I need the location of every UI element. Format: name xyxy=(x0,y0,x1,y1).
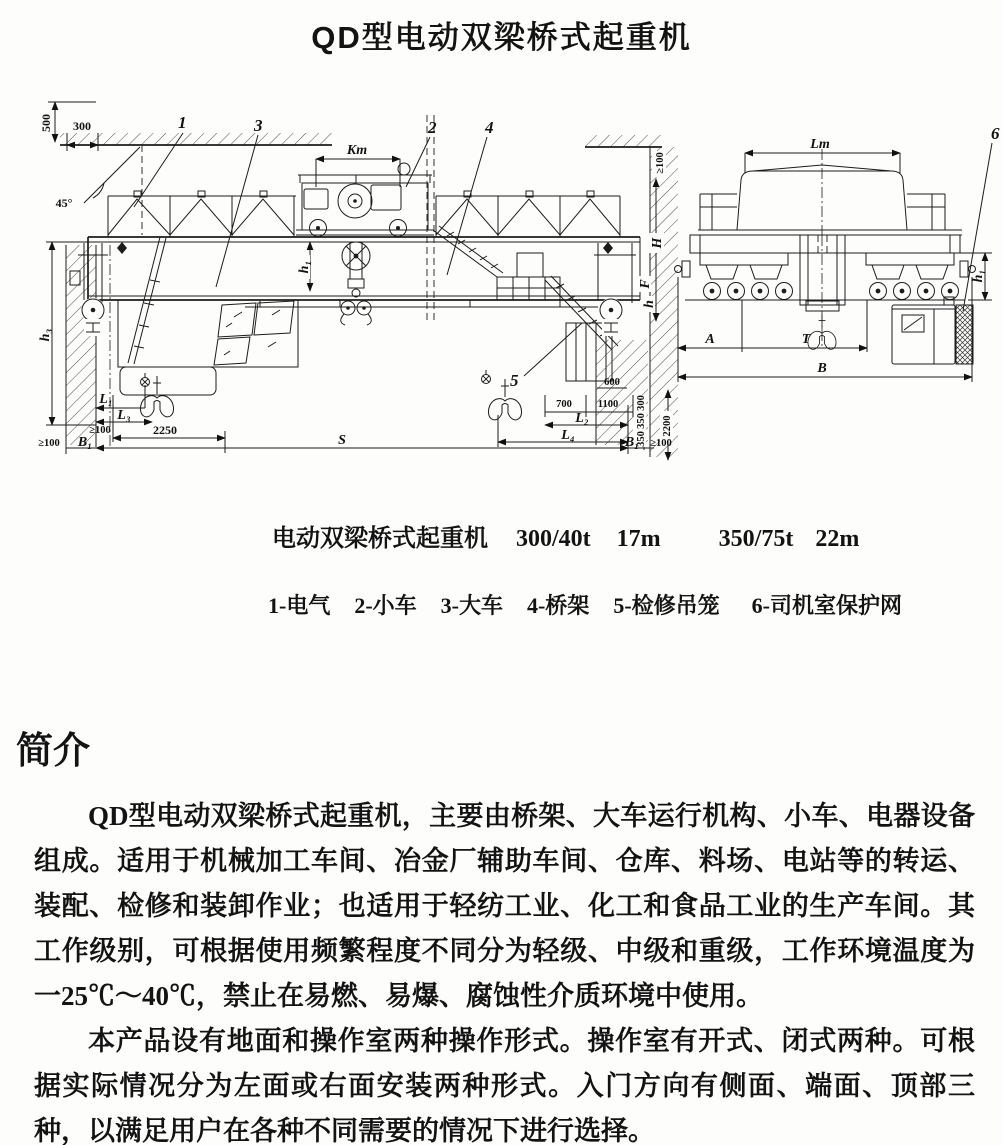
front-view xyxy=(38,102,678,460)
dim-B1-right-label: B₁ xyxy=(624,435,640,450)
dim-L3-label: L₃ xyxy=(117,408,131,423)
end-view-bogies xyxy=(675,253,976,300)
dim-kt-label: Kт xyxy=(346,143,368,158)
part-6-mesh: 6 xyxy=(991,124,1000,143)
dim-500-label: 500 xyxy=(39,114,53,132)
dim-h3-label: h₃ xyxy=(38,328,53,342)
dim-H-label: H xyxy=(650,237,665,249)
caption-product-name: 电动双梁桥式起重机 xyxy=(272,526,488,552)
dim-F-label: F xyxy=(638,279,653,289)
legend-item-cab-mesh: 6-司机室保护网 xyxy=(751,593,902,618)
end-view-cab xyxy=(892,297,955,364)
dim-T-label: T xyxy=(801,332,811,347)
hoist-limit-switch-right xyxy=(482,370,491,384)
dim-h1-front xyxy=(297,242,312,291)
dim-LT-label: Lт xyxy=(810,137,830,152)
dim-h1-label: h₁ xyxy=(297,260,312,274)
dim-LT xyxy=(745,137,900,173)
page-title: QD型电动双梁桥式起重机 xyxy=(311,20,692,55)
operator-cab xyxy=(118,237,298,395)
legend-item-crane-travel: 3-大车 xyxy=(440,593,503,618)
caption-capacity-2: 350/75t xyxy=(718,526,794,552)
intro-paragraph-1: QD型电动双梁桥式起重机，主要由桥架、大车运行机构、小车、电器设备组成。适用于机械加工车间、冶金厂辅助车间、仓库、料场、电站等的转运、装配、检修和装卸作业；也适用于轻纺工业、化工和食品工业的生产车间。其工作级别，可根据使用频繁程度不同分为轻级、中级和重级，工作环境温度为一25℃～40℃，禁止在易燃、易爆、腐蚀性介质环境中使用。 xyxy=(34,801,975,1011)
legend-item-trolley: 2-小车 xyxy=(354,593,417,618)
dim-S-label: S xyxy=(338,433,346,448)
dim-350a-label: 350 xyxy=(636,413,647,429)
dim-B1-left-label: B₁ xyxy=(77,435,93,450)
dim-700-label: 700 xyxy=(556,399,572,410)
dim-45deg-label: 45° xyxy=(55,196,73,210)
dim-300-label: 300 xyxy=(73,119,91,133)
hoist-limit-switch-left xyxy=(141,373,150,387)
cab-protective-mesh xyxy=(956,305,973,364)
end-view-bridge xyxy=(685,194,965,300)
dim-350b-label: 350 xyxy=(636,431,647,447)
part-3-crane-travel: 3 xyxy=(254,116,263,135)
dim-A-label: A xyxy=(705,332,715,347)
dim-h1-end-label: h₁ xyxy=(971,269,986,283)
caption-span-2: 22m xyxy=(815,526,860,552)
end-view-trolley xyxy=(737,149,907,235)
section-heading-intro: 简介 xyxy=(16,730,90,771)
part-5-service-cage: 5 xyxy=(510,371,519,390)
dim-B-label: B xyxy=(817,361,827,376)
dim-L4-label: L₄ xyxy=(561,428,575,443)
caption-span-1: 17m xyxy=(616,526,661,552)
dim-ge100-right-label: ≥100 xyxy=(650,438,672,449)
dim-h-label: h xyxy=(642,300,657,308)
stairs-and-cage xyxy=(433,226,618,381)
dim-ge100-left-label: ≥100 xyxy=(38,438,60,449)
dim-ge100-top-label: ≥100 xyxy=(655,152,666,174)
intro-body xyxy=(34,794,975,1145)
part-1-electrics: 1 xyxy=(178,113,187,132)
part-4-bridge: 4 xyxy=(485,118,494,137)
part-2-trolley: 2 xyxy=(428,118,437,137)
end-view xyxy=(675,124,1001,382)
dim-ge100-cab-label: ≥100 xyxy=(89,425,111,436)
caption-capacity-1: 300/40t xyxy=(516,526,591,552)
dim-300b-label: 300 xyxy=(636,395,647,411)
legend-item-service-cage: 5-检修吊笼 xyxy=(613,593,720,618)
dim-2200-label: 2200 xyxy=(662,415,673,437)
trolley xyxy=(296,143,434,237)
legend-item-electrics: 1-电气 xyxy=(268,593,331,618)
figure-caption xyxy=(272,518,859,553)
technical-drawing xyxy=(0,95,1003,480)
hoist-tackle xyxy=(341,242,372,325)
dim-L2-label: L₂ xyxy=(575,411,589,426)
dim-1100-label: 1100 xyxy=(597,399,619,410)
intro-paragraph-2: 本产品设有地面和操作室两种操作形式。操作室有开式、闭式两种。可根据实际情况分为左面或右面安装两种形式。入门方向有侧面、端面、顶部三种，以满足用户在各种不同需要的情况下进行选择。 xyxy=(34,1026,975,1145)
figure-legend xyxy=(268,589,902,620)
legend-item-bridge: 4-桥架 xyxy=(526,593,590,618)
dim-L1-label: L₁ xyxy=(99,392,113,407)
dim-600-label: 600 xyxy=(604,377,620,388)
dim-2250-label: 2250 xyxy=(153,423,177,437)
